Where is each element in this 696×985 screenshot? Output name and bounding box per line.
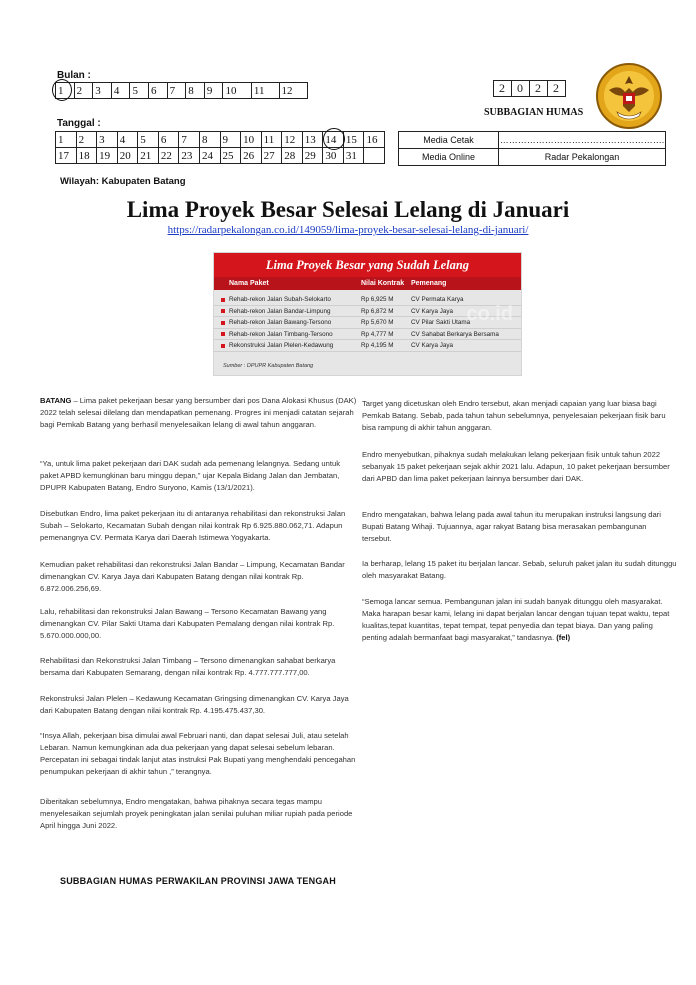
left-paragraph-8: “Insya Allah, pekerjaan bisa dimulai awal Februari nanti, dan dapat selesai Juli, atau setelah Lebaran. Namun kemungkinan ada dua pekerjaan yang dapat selesai sebelum lebaran. Percepatan ini sebagai tindak lanjut atas instruksi Pak Bupati yang menghendaki pencegahan penumpukan pekerjaan di akhir tahun ,” terangnya. bbox=[40, 731, 356, 776]
year-digit: 0 bbox=[512, 81, 530, 97]
day-cell: 29 bbox=[302, 148, 323, 164]
bullet-square-icon bbox=[221, 344, 225, 348]
row-nilai: Rp 6,872 M bbox=[361, 307, 394, 315]
month-cell: 9 bbox=[204, 83, 223, 99]
article-title: Lima Proyek Besar Selesai Lelang di Januari bbox=[126, 197, 570, 222]
year-digit: 2 bbox=[548, 81, 566, 97]
month-cell: 11 bbox=[251, 83, 279, 99]
col-pemenang: Pemenang bbox=[411, 280, 447, 287]
month-cell: 6 bbox=[149, 83, 168, 99]
infographic-watermark: co.id bbox=[466, 303, 513, 325]
day-cell: 27 bbox=[261, 148, 282, 164]
right-paragraph-3: Endro mengatakan, bahwa lelang pada awal tahun itu merupakan instruksi langsung dari Bupati Batang Wihaji. Tujuannya, agar rakyat Batang bisa merasakan pembangunan tersebut. bbox=[362, 510, 661, 543]
footer-humas: SUBBAGIAN HUMAS PERWAKILAN PROVINSI JAWA TENGAH bbox=[60, 876, 336, 886]
col-nilai: Nilai Kontrak bbox=[361, 280, 405, 287]
day-cell: 20 bbox=[117, 148, 138, 164]
row-paket: Rehab-rekon Jalan Timbang-Tersono bbox=[229, 330, 333, 338]
row-pemenang: CV Permata Karya bbox=[411, 296, 464, 303]
bulan-label: Bulan : bbox=[57, 70, 91, 81]
day-cell: 25 bbox=[220, 148, 241, 164]
infographic bbox=[213, 252, 522, 376]
day-cell: 19 bbox=[97, 148, 118, 164]
day-cell: 17 bbox=[56, 148, 77, 164]
year-digit: 2 bbox=[530, 81, 548, 97]
day-cell: 28 bbox=[282, 148, 303, 164]
day-cell bbox=[364, 148, 385, 164]
row-pemenang: CV Pilar Sakti Utama bbox=[411, 319, 471, 326]
subbagian-humas-label: SUBBAGIAN HUMAS bbox=[484, 107, 584, 118]
right-paragraph-5 bbox=[362, 596, 678, 644]
row-nilai: Rp 4,777 M bbox=[361, 330, 394, 338]
year-digit: 2 bbox=[494, 81, 512, 97]
bullet-square-icon bbox=[221, 321, 225, 325]
day-cell: 11 bbox=[261, 132, 282, 148]
row-pemenang: CV Sahabat Berkarya Bersama bbox=[411, 330, 499, 338]
day-cell: 31 bbox=[343, 148, 364, 164]
media-cetak-label: Media Cetak bbox=[399, 132, 499, 149]
day-cell: 24 bbox=[199, 148, 220, 164]
media-online-value: Radar Pekalongan bbox=[499, 149, 666, 166]
right-paragraph-4: Ia berharap, lelang 15 paket itu berjalan lancar. Sebab, seluruh paket jalan itu sudah ditunggu oleh masyarakat Batang. bbox=[362, 559, 677, 580]
month-cell: 12 bbox=[279, 83, 308, 99]
left-paragraph-1 bbox=[40, 395, 358, 431]
infographic-header-row bbox=[214, 277, 521, 290]
row-pemenang: CV Karya Jaya bbox=[411, 307, 453, 315]
row-paket: Rekonstruksi Jalan Plelen-Kedawung bbox=[229, 342, 334, 349]
col-paket: Nama Paket bbox=[229, 280, 269, 287]
right-paragraph-2: Endro menyebutkan, pihaknya sudah melakukan lelang pekerjaan fisik untuk tahun 2022 sebanyak 15 paket pekerjaan sejak akhir 2021 lalu. Adapun, 10 paket pekerjaan bersumber dari APBD dan lima paket pekerjaan lainnya bersumber dari DAK. bbox=[362, 450, 670, 483]
bullet-square-icon bbox=[221, 298, 225, 302]
day-cell: 1 bbox=[56, 132, 77, 148]
row-nilai: Rp 5,670 M bbox=[361, 319, 394, 326]
day-cell: 7 bbox=[179, 132, 200, 148]
day-cell: 21 bbox=[138, 148, 159, 164]
day-cell: 10 bbox=[241, 132, 262, 148]
infographic-row bbox=[214, 329, 521, 341]
row-pemenang: CV Karya Jaya bbox=[411, 342, 453, 349]
day-cell: 2 bbox=[76, 132, 97, 148]
selected-day-circle bbox=[323, 128, 345, 150]
day-cell: 23 bbox=[179, 148, 200, 164]
bullet-square-icon bbox=[221, 332, 225, 336]
year-box bbox=[493, 80, 566, 97]
month-cell: 4 bbox=[111, 83, 130, 99]
day-cell: 16 bbox=[364, 132, 385, 148]
media-cetak-value: ………………………………………………. bbox=[499, 132, 666, 149]
day-cell: 9 bbox=[220, 132, 241, 148]
day-cell: 26 bbox=[241, 148, 262, 164]
day-cell: 14 bbox=[323, 132, 344, 148]
month-cell: 3 bbox=[93, 83, 112, 99]
dateline: BATANG bbox=[40, 396, 72, 405]
day-cell: 6 bbox=[158, 132, 179, 148]
day-cell: 22 bbox=[158, 148, 179, 164]
day-cell: 13 bbox=[302, 132, 323, 148]
infographic-title: Lima Proyek Besar yang Sudah Lelang bbox=[214, 253, 521, 277]
day-cell: 3 bbox=[97, 132, 118, 148]
garuda-emblem-icon bbox=[595, 62, 663, 130]
month-cell: 8 bbox=[186, 83, 205, 99]
paragraph-text: – Lima paket pekerjaan besar yang bersumber dari pos Dana Alokasi Khusus (DAK) 2022 telah selesai dilelang dan mendapatkan pemenang. Progres ini menjadi catatan sejarah bagi Pemkab Batang yang berhasil menyelesaikan lelang di awal tahun anggaran. bbox=[40, 396, 357, 429]
left-paragraph-5: Lalu, rehabilitasi dan rekonstruksi Jalan Bawang – Tersono Kecamatan Bawang yang dimenangkan CV. Pilar Sakti Utama dari Kabupaten Pemalang dengan nilai kontrak Rp. 5.670.000.000,00. bbox=[40, 607, 335, 640]
day-cell: 8 bbox=[199, 132, 220, 148]
day-cell: 5 bbox=[138, 132, 159, 148]
infographic-row bbox=[214, 340, 521, 352]
month-cell: 10 bbox=[223, 83, 251, 99]
bullet-square-icon bbox=[221, 309, 225, 313]
left-paragraph-4: Kemudian paket rehabilitasi dan rekonstruksi Jalan Bandar – Limpung, Kecamatan Bandar dimenangkan CV. Karya Jaya dari Kabupaten Batang dengan nilai kontrak Rp. 6.872.006.256,69. bbox=[40, 560, 345, 593]
row-paket: Rehab-rekon Jalan Subah-Selokarto bbox=[229, 296, 331, 303]
day-cell: 30 bbox=[323, 148, 344, 164]
selected-month-circle bbox=[52, 79, 72, 101]
day-cell: 15 bbox=[343, 132, 364, 148]
author-initials: (fel) bbox=[556, 633, 571, 642]
paragraph-text: “Semoga lancar semua. Pembangunan jalan ini sudah banyak ditunggu oleh masyarakat. Maka harapan besar kami, lelang ini dapat berjalan lancar dengan tujuan tepat waktu, tepat kualitas,tepat kuantitas, tepat tempat, tepat penyedia dan tepat biaya. Dan yang paling penting adalah bermanfaat bagi masyarakat,” tandasnya. bbox=[362, 597, 670, 642]
day-cell: 4 bbox=[117, 132, 138, 148]
month-cell: 7 bbox=[167, 83, 186, 99]
right-paragraph-1: Target yang dicetuskan oleh Endro tersebut, akan menjadi capaian yang luar biasa bagi Pemkab Batang. Sebab, pada tahun tahun sebelumnya, penyelesaian pekerjaan fisik baru bisa rampung di akhir tahun anggaran. bbox=[362, 399, 666, 432]
month-grid bbox=[55, 82, 308, 99]
article-url-link[interactable]: https://radarpekalongan.co.id/149059/lima-proyek-besar-selesai-lelang-di-januari/ bbox=[167, 224, 529, 236]
media-online-label: Media Online bbox=[399, 149, 499, 166]
infographic-source: Sumber : DPUPR Kabupaten Batang bbox=[223, 363, 314, 369]
left-paragraph-3: Disebutkan Endro, lima paket pekerjaan itu di antaranya rehabilitasi dan rekonstruksi Jalan Subah – Selokarto, Kecamatan Subah dengan nilai kontrak Rp 6.925.880.062,71. Adapun pemenangnya CV. Permata Karya dari Daerah Istimewa Yogyakarta. bbox=[40, 509, 346, 542]
wilayah-label: Wilayah: Kabupaten Batang bbox=[60, 176, 186, 187]
month-cell: 2 bbox=[74, 83, 93, 99]
month-cell: 5 bbox=[130, 83, 149, 99]
left-paragraph-7: Rekonstruksi Jalan Plelen – Kedawung Kecamatan Gringsing dimenangkan CV. Karya Jaya dari Kabupaten Batang dengan nilai kontrak Rp. 4.195.475.437,30. bbox=[40, 694, 349, 715]
row-nilai: Rp 4,195 M bbox=[361, 342, 394, 349]
row-nilai: Rp 6,925 M bbox=[361, 296, 394, 303]
day-cell: 12 bbox=[282, 132, 303, 148]
left-paragraph-2: “Ya, untuk lima paket pekerjaan dari DAK sudah ada pemenang lelangnya. Sedang untuk paket APBD kemungkinan baru minggu depan,” ujar Kepala Bidang Jalan dan Jembatan, DPUPR Kabupaten Batang, Endro Suryono, Kamis (13/1/2021). bbox=[40, 459, 341, 492]
month-cell: 1 bbox=[56, 83, 75, 99]
media-table bbox=[398, 131, 666, 166]
left-paragraph-9: Diberitakan sebelumnya, Endro mengatakan, bahwa pihaknya secara tegas mampu menyelesaikan sejumlah proyek peningkatan jalan senilai puluhan miliar rupiah pada periode April hingga Juni 2022. bbox=[40, 797, 353, 830]
left-paragraph-6: Rehabilitasi dan Rekonstruksi Jalan Timbang – Tersono dimenangkan sahabat berkarya bersama dari Kabupaten Semarang, dengan nilai kontrak Rp. 4.777.777.777,00. bbox=[40, 656, 336, 677]
day-cell: 18 bbox=[76, 148, 97, 164]
row-paket: Rehab-rekon Jalan Bawang-Tersono bbox=[229, 319, 332, 326]
tanggal-label: Tanggal : bbox=[57, 118, 101, 129]
row-paket: Rehab-rekon Jalan Bandar-Limpung bbox=[229, 307, 331, 315]
